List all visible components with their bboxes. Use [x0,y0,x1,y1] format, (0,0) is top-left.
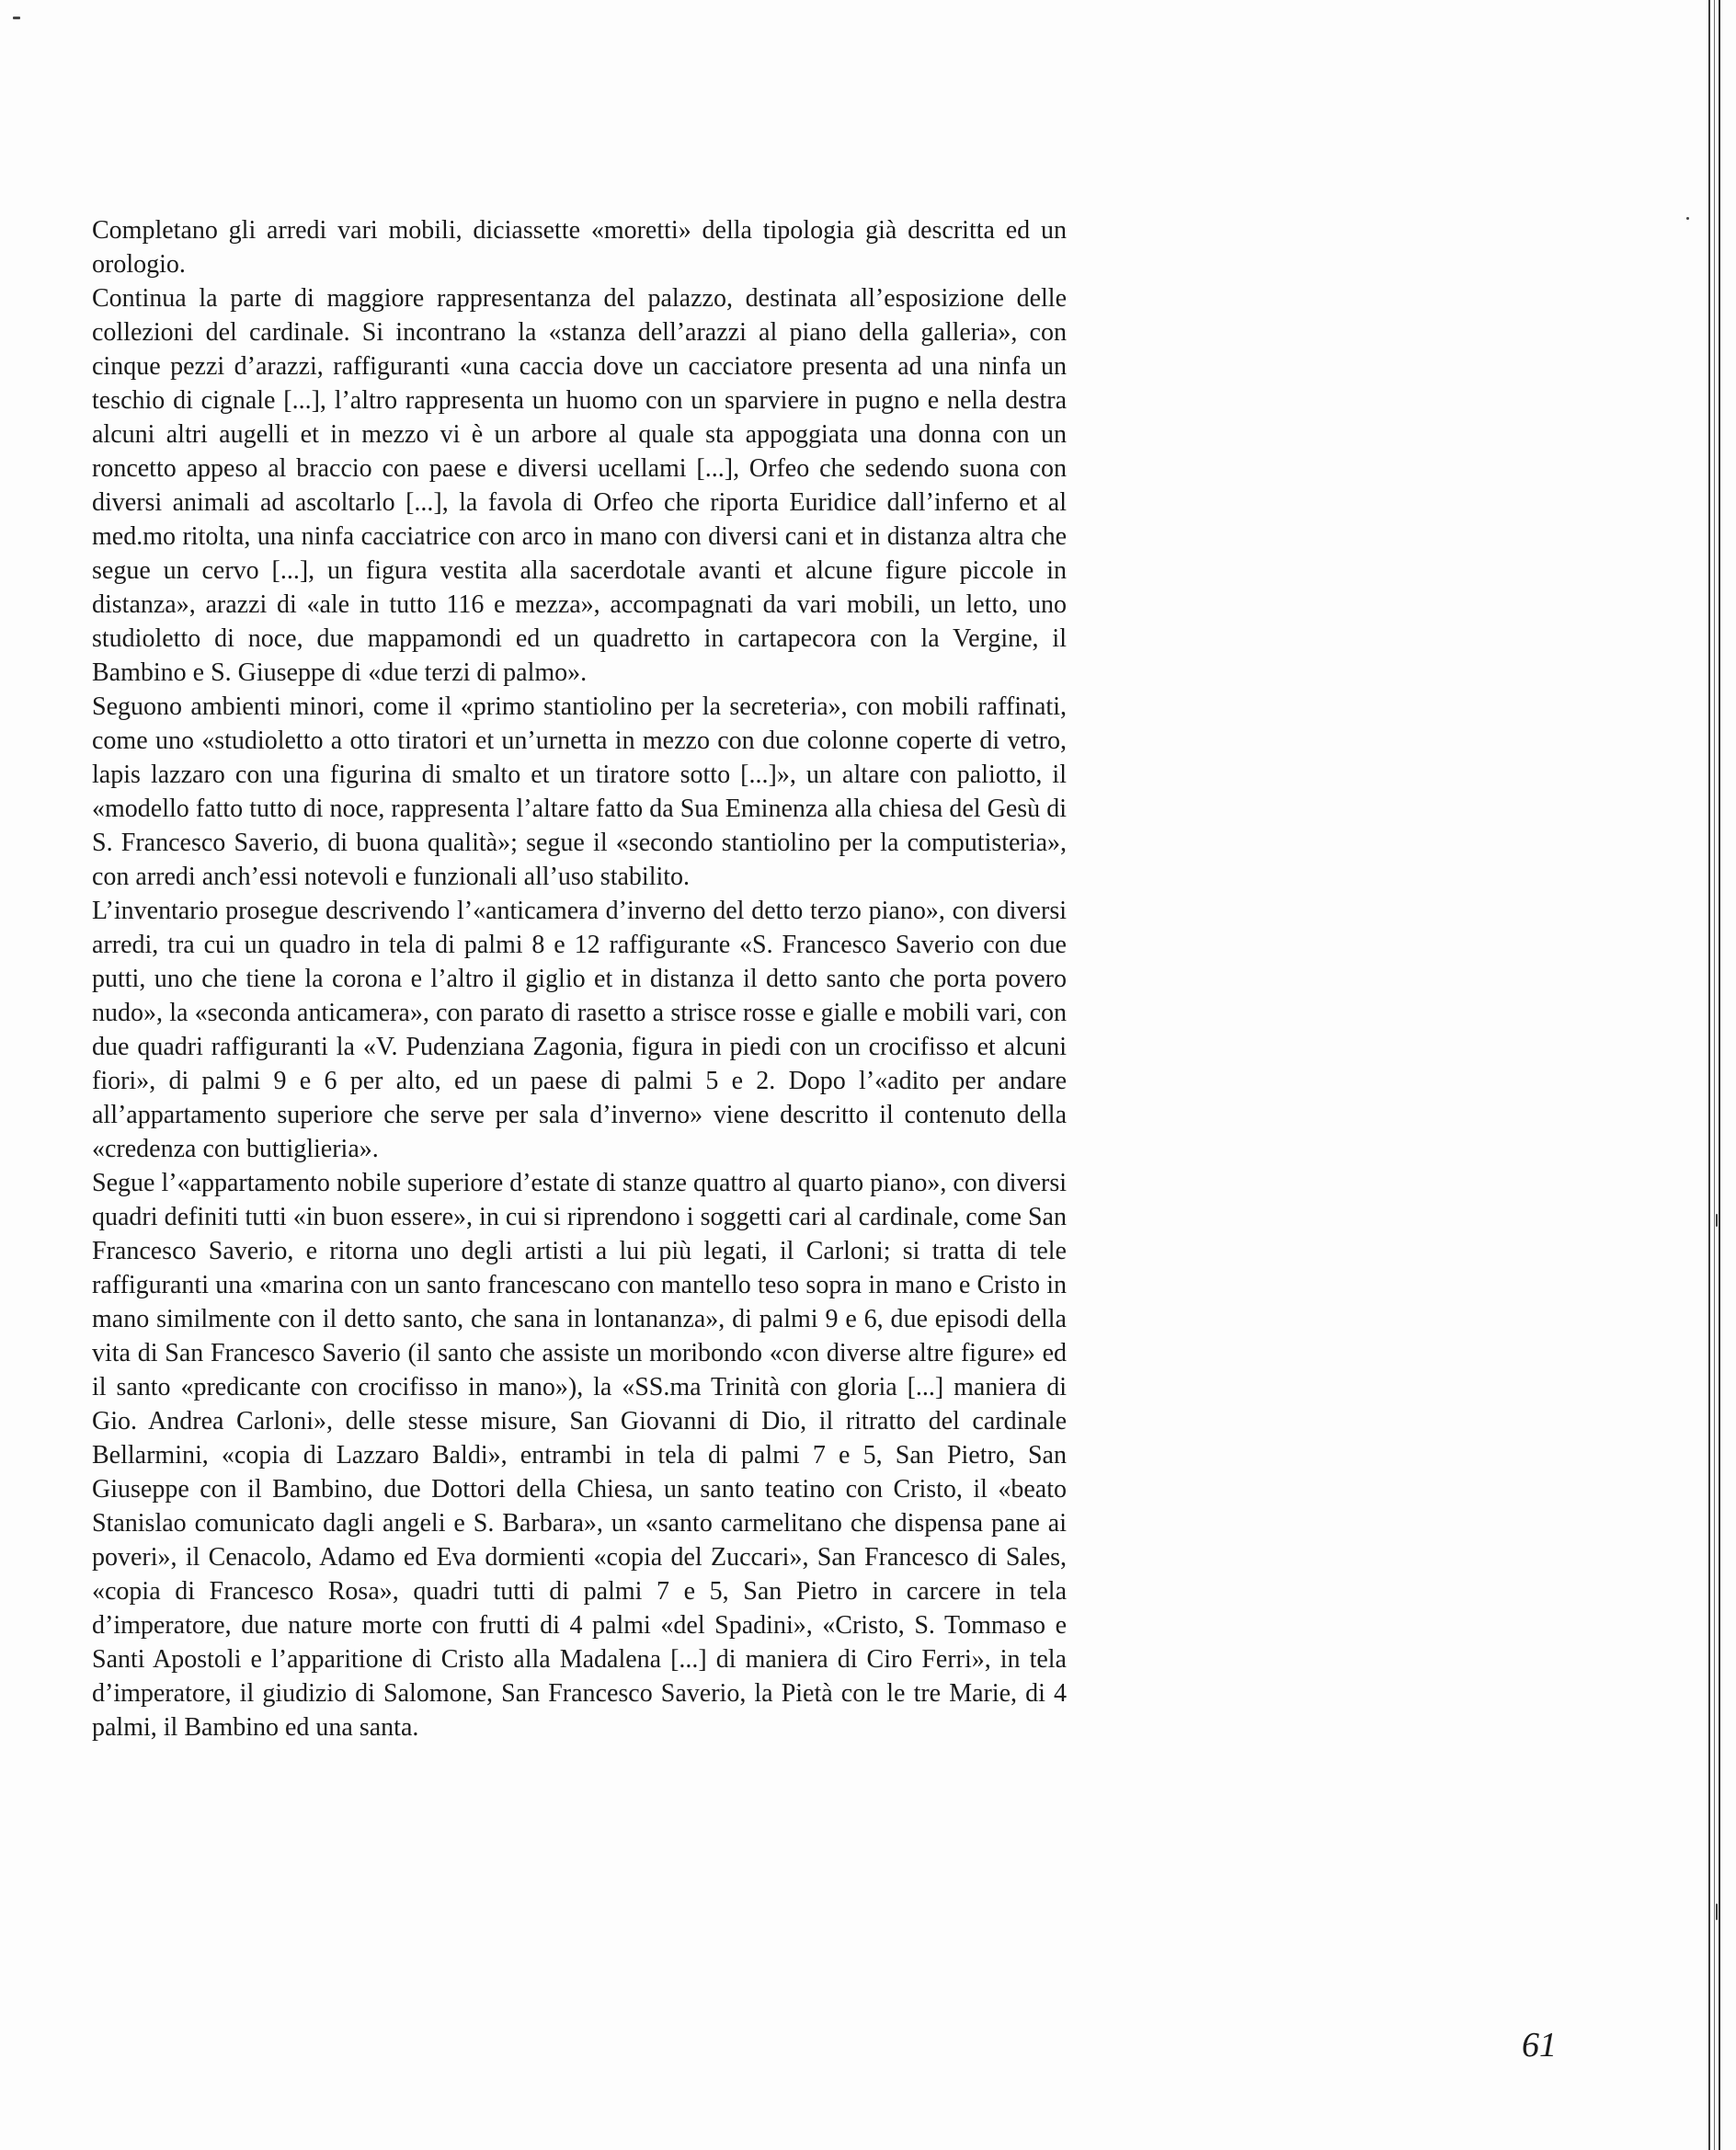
body-text [92,213,1067,1744]
paragraph: Seguono ambienti minori, come il «primo stantiolino per la secreteria», con mobili raffinati, come uno «studioletto a otto tiratori et un’urnetta in mezzo con due colonne coperte di vetro, lapis lazzaro con una figurina di smalto et un tiratore sotto [...]», un altare con paliotto, il «modello fatto tutto di noce, rappresenta l’altare fatto da Sua Eminenza alla chiesa del Gesù di S. Francesco Saverio, di buona qualità»; segue il «secondo stantiolino per la computisteria», con arredi anch’essi notevoli e funzionali all’uso stabilito. [92,692,1067,891]
page-number: 61 [1522,2026,1557,2064]
scan-speck [1686,217,1689,220]
scan-speck [13,17,20,19]
paragraph: Segue l’«appartamento nobile superiore d’estate di stanze quattro al quarto piano», con diversi quadri definiti tutti «in buon essere», in cui si riprendono i soggetti cari al cardinale, come San Francesco Saverio, e ritorna uno degli artisti a lui più legati, il Carloni; si tratta di tele raffiguranti una «marina con un santo francescano con mantello teso sopra in mano e Cristo in mano similmente con il detto santo, che sana in lontananza», di palmi 9 e 6, due episodi della vita di San Francesco Saverio (il santo che assiste un moribondo «con diverse altre figure» ed il santo «predicante con crocifisso in mano»), la «SS.ma Trinità con gloria [...] maniera di Gio. Andrea Carloni», delle stesse misure, San Giovanni di Dio, il ritratto del cardinale Bellarmini, «copia di Lazzaro Baldi», entrambi in tela di palmi 7 e 5, San Pietro, San Giuseppe con il Bambino, due Dottori della Chiesa, un santo teatino con Cristo, il «beato Stanislao comunicato dagli angeli e S. Barbara», un «santo carmelitano che dispensa pane ai poveri», il Cenacolo, Adamo ed Eva dormienti «copia del Zuccari», San Francesco di Sales, «copia di Francesco Rosa», quadri tutti di palmi 7 e 5, San Pietro in carcere in tela d’imperatore, due nature morte con frutti di 4 palmi «del Spadini», «Cristo, S. Tommaso e Santi Apostoli e l’apparitione di Cristo alla Madalena [...] di maniera di Ciro Ferri», in tela d’imperatore, il giudizio di Salomone, San Francesco Saverio, la Pietà con le tre Marie, di 4 palmi, il Bambino ed una santa. [92,1169,1067,1742]
paragraph: Continua la parte di maggiore rappresentanza del palazzo, destinata all’esposizione delle collezioni del cardinale. Si incontrano la «stanza dell’arazzi al piano della galleria», con cinque pezzi d’arazzi, raffiguranti «una caccia dove un cacciatore presenta ad una ninfa un teschio di cignale [...], l’altro rappresenta un huomo con un sparviere in pugno e nella destra alcuni altri augelli et in mezzo vi è un arbore al quale sta appoggiata una donna con un roncetto appeso al braccio con paese e diversi ucellami [...], Orfeo che sedendo suona con diversi animali ad ascoltarlo [...], la favola di Orfeo che riporta Euridice dall’inferno et al med.mo ritolta, una ninfa cacciatrice con arco in mano con diversi cani et in distanza altra che segue un cervo [...], un figura vestita alla sacerdotale avanti et alcune figure piccole in distanza», arazzi di «ale in tutto 116 e mezza», accompagnati da vari mobili, un letto, uno studioletto di noce, due mappamondi ed un quadretto in cartapecora con la Vergine, il Bambino e S. Giuseppe di «due terzi di palmo». [92,284,1067,687]
scan-speck [1716,1214,1718,1227]
binding-edge-line [1714,0,1715,2150]
paragraph: L’inventario prosegue descrivendo l’«anticamera d’inverno del detto terzo piano», con diversi arredi, tra cui un quadro in tela di palmi 8 e 12 raffigurante «S. Francesco Saverio con due putti, uno che tiene la corona e l’altro il giglio et in distanza il detto santo che porta povero nudo», la «seconda anticamera», con parato di rasetto a strisce rosse e gialle e mobili vari, con due quadri raffiguranti la «V. Pudenziana Zagonia, figura in piedi con un crocifisso et alcuni fiori», di palmi 9 e 6 per alto, ed un paese di palmi 5 e 2. Dopo l’«adito per andare all’appartamento superiore che serve per sala d’inverno» viene descritto il contenuto della «credenza con buttiglieria». [92,897,1067,1163]
paragraph: Completano gli arredi vari mobili, diciassette «moretti» della tipologia già descritta ed un orologio. [92,216,1067,279]
binding-edge-line [1719,0,1720,2150]
scan-speck [1716,1904,1718,1920]
binding-edge-line [1708,0,1710,2150]
